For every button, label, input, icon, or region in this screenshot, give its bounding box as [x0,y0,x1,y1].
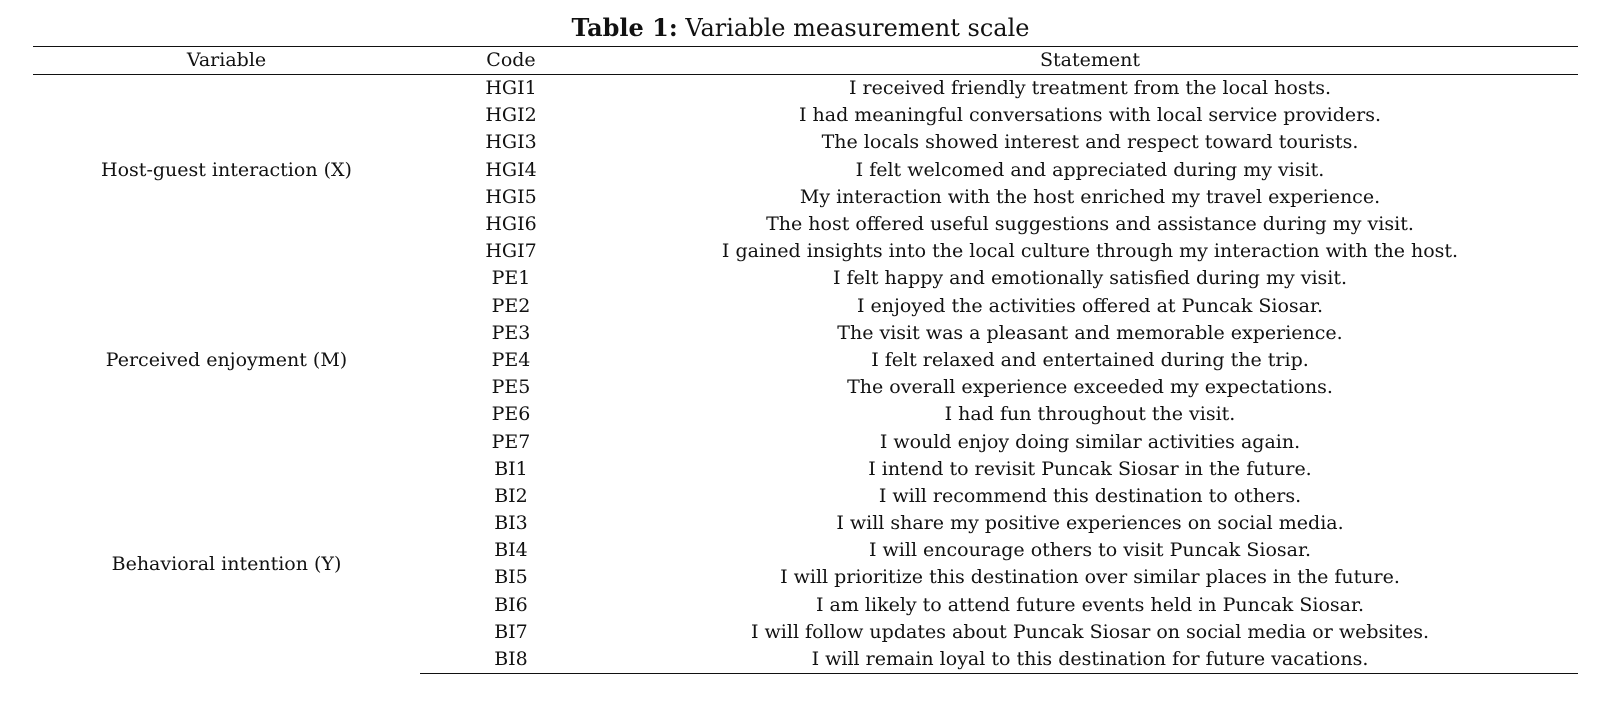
statement-cell: My interaction with the host enriched my travel experience. [799,185,1381,208]
code-cell: PE4 [491,348,531,371]
statement-cell: I would enjoy doing similar activities again. [879,430,1301,453]
caption-label: Table 1: [571,13,678,42]
code-cell: PE5 [491,376,531,399]
table-row [33,456,1578,483]
code-cell: BI2 [494,484,528,507]
code-cell: PE7 [491,430,531,453]
variable-cell: Perceived enjoyment (M) [105,348,348,371]
statement-cell: The visit was a pleasant and memorable experience. [837,321,1343,344]
table-body [33,75,1578,674]
code-cell: PE1 [491,267,531,290]
code-cell: HGI6 [485,213,537,236]
header-variable: Variable [33,47,420,75]
statement-cell: I will share my positive experiences on social media. [836,512,1344,535]
statement-cell: I will prioritize this destination over similar places in the future. [780,566,1400,589]
variable-cell: Behavioral intention (Y) [111,553,342,576]
statement-cell: I enjoyed the activities offered at Puncak Siosar. [856,294,1324,317]
statement-cell: I felt relaxed and entertained during the trip. [871,348,1309,371]
table-caption [0,12,1601,44]
variable-cell: Host-guest interaction (X) [101,158,352,181]
header-statement: Statement [602,47,1578,75]
statement-cell: I felt welcomed and appreciated during my visit. [855,158,1325,181]
statement-cell: I had fun throughout the visit. [944,403,1236,426]
statement-cell: I will recommend this destination to others. [878,484,1302,507]
statement-cell: The locals showed interest and respect toward tourists. [821,131,1359,154]
statement-cell: I will encourage others to visit Puncak Siosar. [868,539,1311,562]
code-cell: HGI1 [485,77,537,100]
statement-cell: I had meaningful conversations with local service providers. [798,104,1382,127]
statement-cell: I will remain loyal to this destination for future vacations. [602,646,1578,674]
measurement-scale-table [33,46,1578,674]
code-cell: PE3 [491,321,531,344]
statement-cell: I am likely to attend future events held in Puncak Siosar. [815,593,1364,616]
header-row [33,47,1578,75]
statement-cell: The overall experience exceeded my expectations. [847,376,1333,399]
table-row [33,75,1578,103]
code-cell: BI6 [494,593,528,616]
statement-cell: I felt happy and emotionally satisfied during my visit. [832,267,1348,290]
table-row [33,265,1578,292]
statement-cell: I will follow updates about Puncak Siosar on social media or websites. [750,620,1430,643]
code-cell: BI3 [494,512,528,535]
code-cell: BI7 [494,620,528,643]
statement-cell: I received friendly treatment from the local hosts. [848,77,1331,100]
statement-cell: I gained insights into the local culture through my interaction with the host. [721,240,1459,263]
code-cell: BI8 [420,646,602,674]
code-cell: HGI4 [485,158,537,181]
code-cell: BI4 [494,539,528,562]
caption-text: Variable measurement scale [685,14,1030,42]
header-code: Code [420,47,602,75]
code-cell: BI5 [494,566,528,589]
code-cell: HGI7 [485,240,537,263]
code-cell: HGI2 [485,104,537,127]
code-cell: BI1 [494,457,528,480]
code-cell: HGI5 [485,185,537,208]
code-cell: PE6 [491,403,531,426]
code-cell: PE2 [491,294,531,317]
code-cell: HGI3 [485,131,537,154]
statement-cell: The host offered useful suggestions and assistance during my visit. [766,213,1414,236]
statement-cell: I intend to revisit Puncak Siosar in the future. [868,457,1312,480]
